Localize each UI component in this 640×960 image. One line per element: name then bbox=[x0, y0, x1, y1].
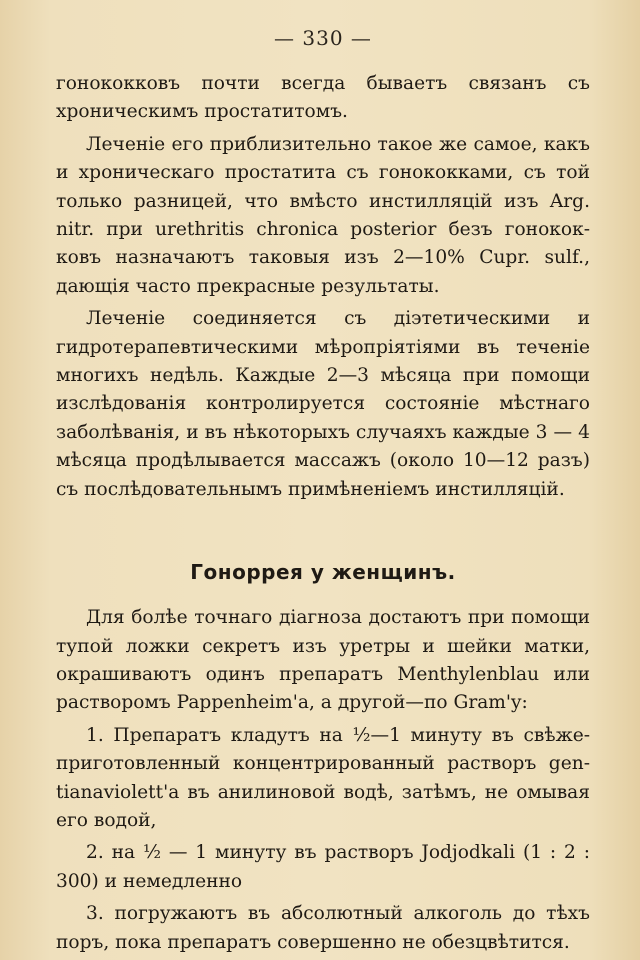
paragraph-regimen: Леченіе соединяется съ діэтетическими и гидротерапевтическими мѣропріятіями въ теченіе многихъ недѣль. Каждые 2—3 мѣсяца при помощи изслѣдованія контролируется состояніе мѣстнаго заболѣванія, и въ нѣкоторыхъ случаяхъ каждые 3 — 4 мѣсяца продѣлывается массажъ (около 10—12 разъ) съ послѣдовательнымъ примѣненіемъ инстилляцій. bbox=[56, 308, 590, 500]
step-1: 1. Препаратъ кладутъ на ½—1 минуту въ свѣжеприготовленный концентрированный растворъ gentianaviolett'a въ анилиновой водѣ, затѣмъ, не омывая его водой, bbox=[56, 724, 590, 831]
paragraph-diagnosis: Для болѣе точнаго діагноза достаютъ при помощи тупой ложки секретъ изъ уретры и шейки матки, окрашиваютъ одинъ препаратъ Menthylenblau или растворомъ Pappenheim'a, а другой—по Gram'y: bbox=[56, 607, 590, 714]
paragraph-treatment: Леченіе его приблизительно такое же самое, какъ и хроническаго простатита съ гонококками, съ той только разницей, что вмѣсто инстилляцій изъ Arg. nitr. при urethritis chronica posterior безъ гонококковъ назначаютъ таковыя изъ 2—10% Cupr. sulf., дающія часто прекрасные результаты. bbox=[56, 133, 590, 297]
step-2: 2. на ½ — 1 минуту въ растворъ Jodjodkali (1 : 2 : 300) и немедленно bbox=[56, 842, 590, 892]
step-3: 3. погружаютъ въ абсолютный алкоголь до тѣхъ поръ, пока препаратъ совершенно не обезцвѣтится. bbox=[56, 903, 590, 953]
section-heading: Гоноррея у женщинъ. bbox=[190, 560, 456, 585]
page-number: — 330 — bbox=[274, 26, 372, 50]
paragraph-continuation: гонококковъ почти всегда бываетъ связанъ съ хроническимъ простатитомъ. bbox=[56, 73, 590, 123]
